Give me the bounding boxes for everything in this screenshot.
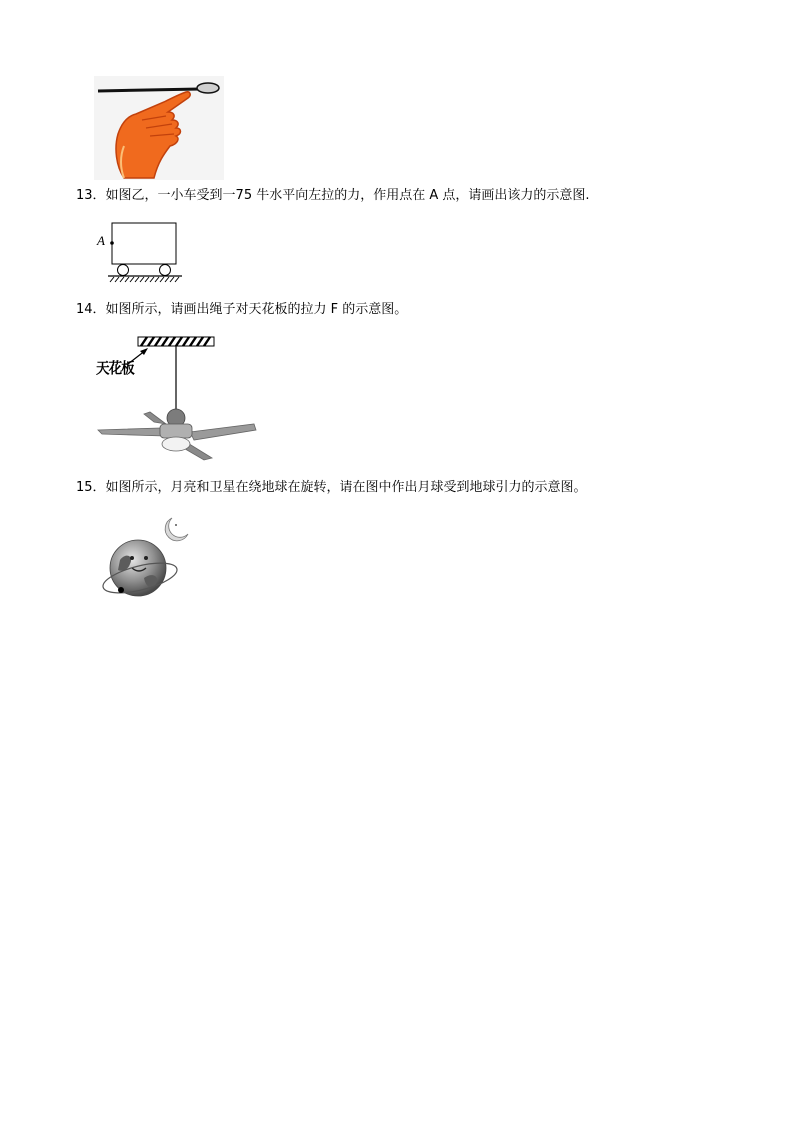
question-13-text: 13．如图乙，一小车受到一75 牛水平向左拉的力，作用点在 A 点，请画出该力的示意图. (76, 188, 590, 203)
point-a-marker (110, 241, 114, 245)
hand-spoon-figure (94, 76, 224, 180)
ceiling-fan-figure (94, 334, 260, 462)
question-14-text: 14．如图所示，请画出绳子对天花板的拉力 F 的示意图。 (76, 302, 408, 317)
satellite-marker (118, 587, 124, 593)
question-15-text: 15．如图所示，月亮和卫星在绕地球在旋转，请在图中作出月球受到地球引力的示意图。 (76, 480, 587, 495)
ceiling-label: 天花板 (96, 359, 134, 377)
cart-figure (94, 218, 194, 286)
point-a-label: A (97, 233, 105, 248)
earth-moon-satellite-figure (100, 512, 200, 602)
